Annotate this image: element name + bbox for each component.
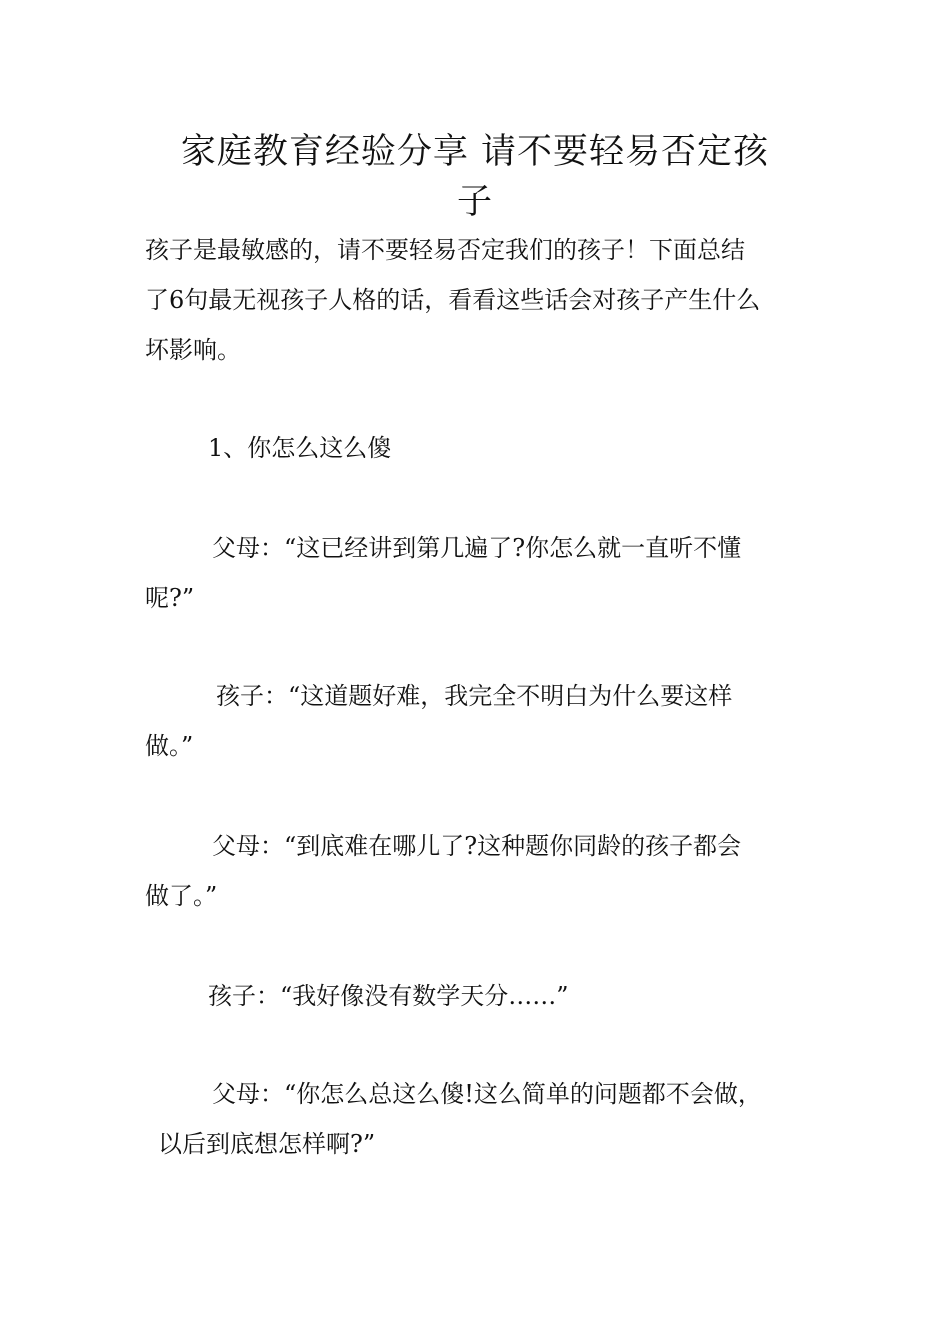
dialogue-2-line-1: 孩子：“这道题好难，我完全不明白为什么要这样 — [216, 682, 733, 710]
dialogue-5-line-1: 父母：“你怎么总这么傻!这么简单的问题都不会做， — [212, 1080, 762, 1108]
document-title-line-1: 家庭教育经验分享 请不要轻易否定孩 — [180, 132, 770, 172]
dialogue-4-line-1: 孩子：“我好像没有数学天分……” — [208, 982, 569, 1010]
dialogue-1-line-1: 父母：“这已经讲到第几遍了?你怎么就一直听不懂 — [212, 534, 742, 562]
dialogue-1-line-2: 呢?” — [145, 584, 195, 612]
intro-line-2: 了6句最无视孩子人格的话，看看这些话会对孩子产生什么 — [145, 286, 761, 314]
intro-line-3: 坏影响。 — [145, 336, 241, 364]
dialogue-2-line-2: 做。” — [145, 732, 194, 760]
dialogue-3-line-1: 父母：“到底难在哪儿了?这种题你同龄的孩子都会 — [212, 832, 742, 860]
dialogue-3-line-2: 做了。” — [145, 882, 218, 910]
intro-line-1: 孩子是最敏感的，请不要轻易否定我们的孩子！下面总结 — [145, 236, 745, 264]
section-heading: 1、你怎么这么傻 — [208, 434, 392, 462]
document-title-line-2: 子 — [456, 182, 493, 222]
dialogue-5-line-2: 以后到底想怎样啊?” — [158, 1130, 376, 1158]
